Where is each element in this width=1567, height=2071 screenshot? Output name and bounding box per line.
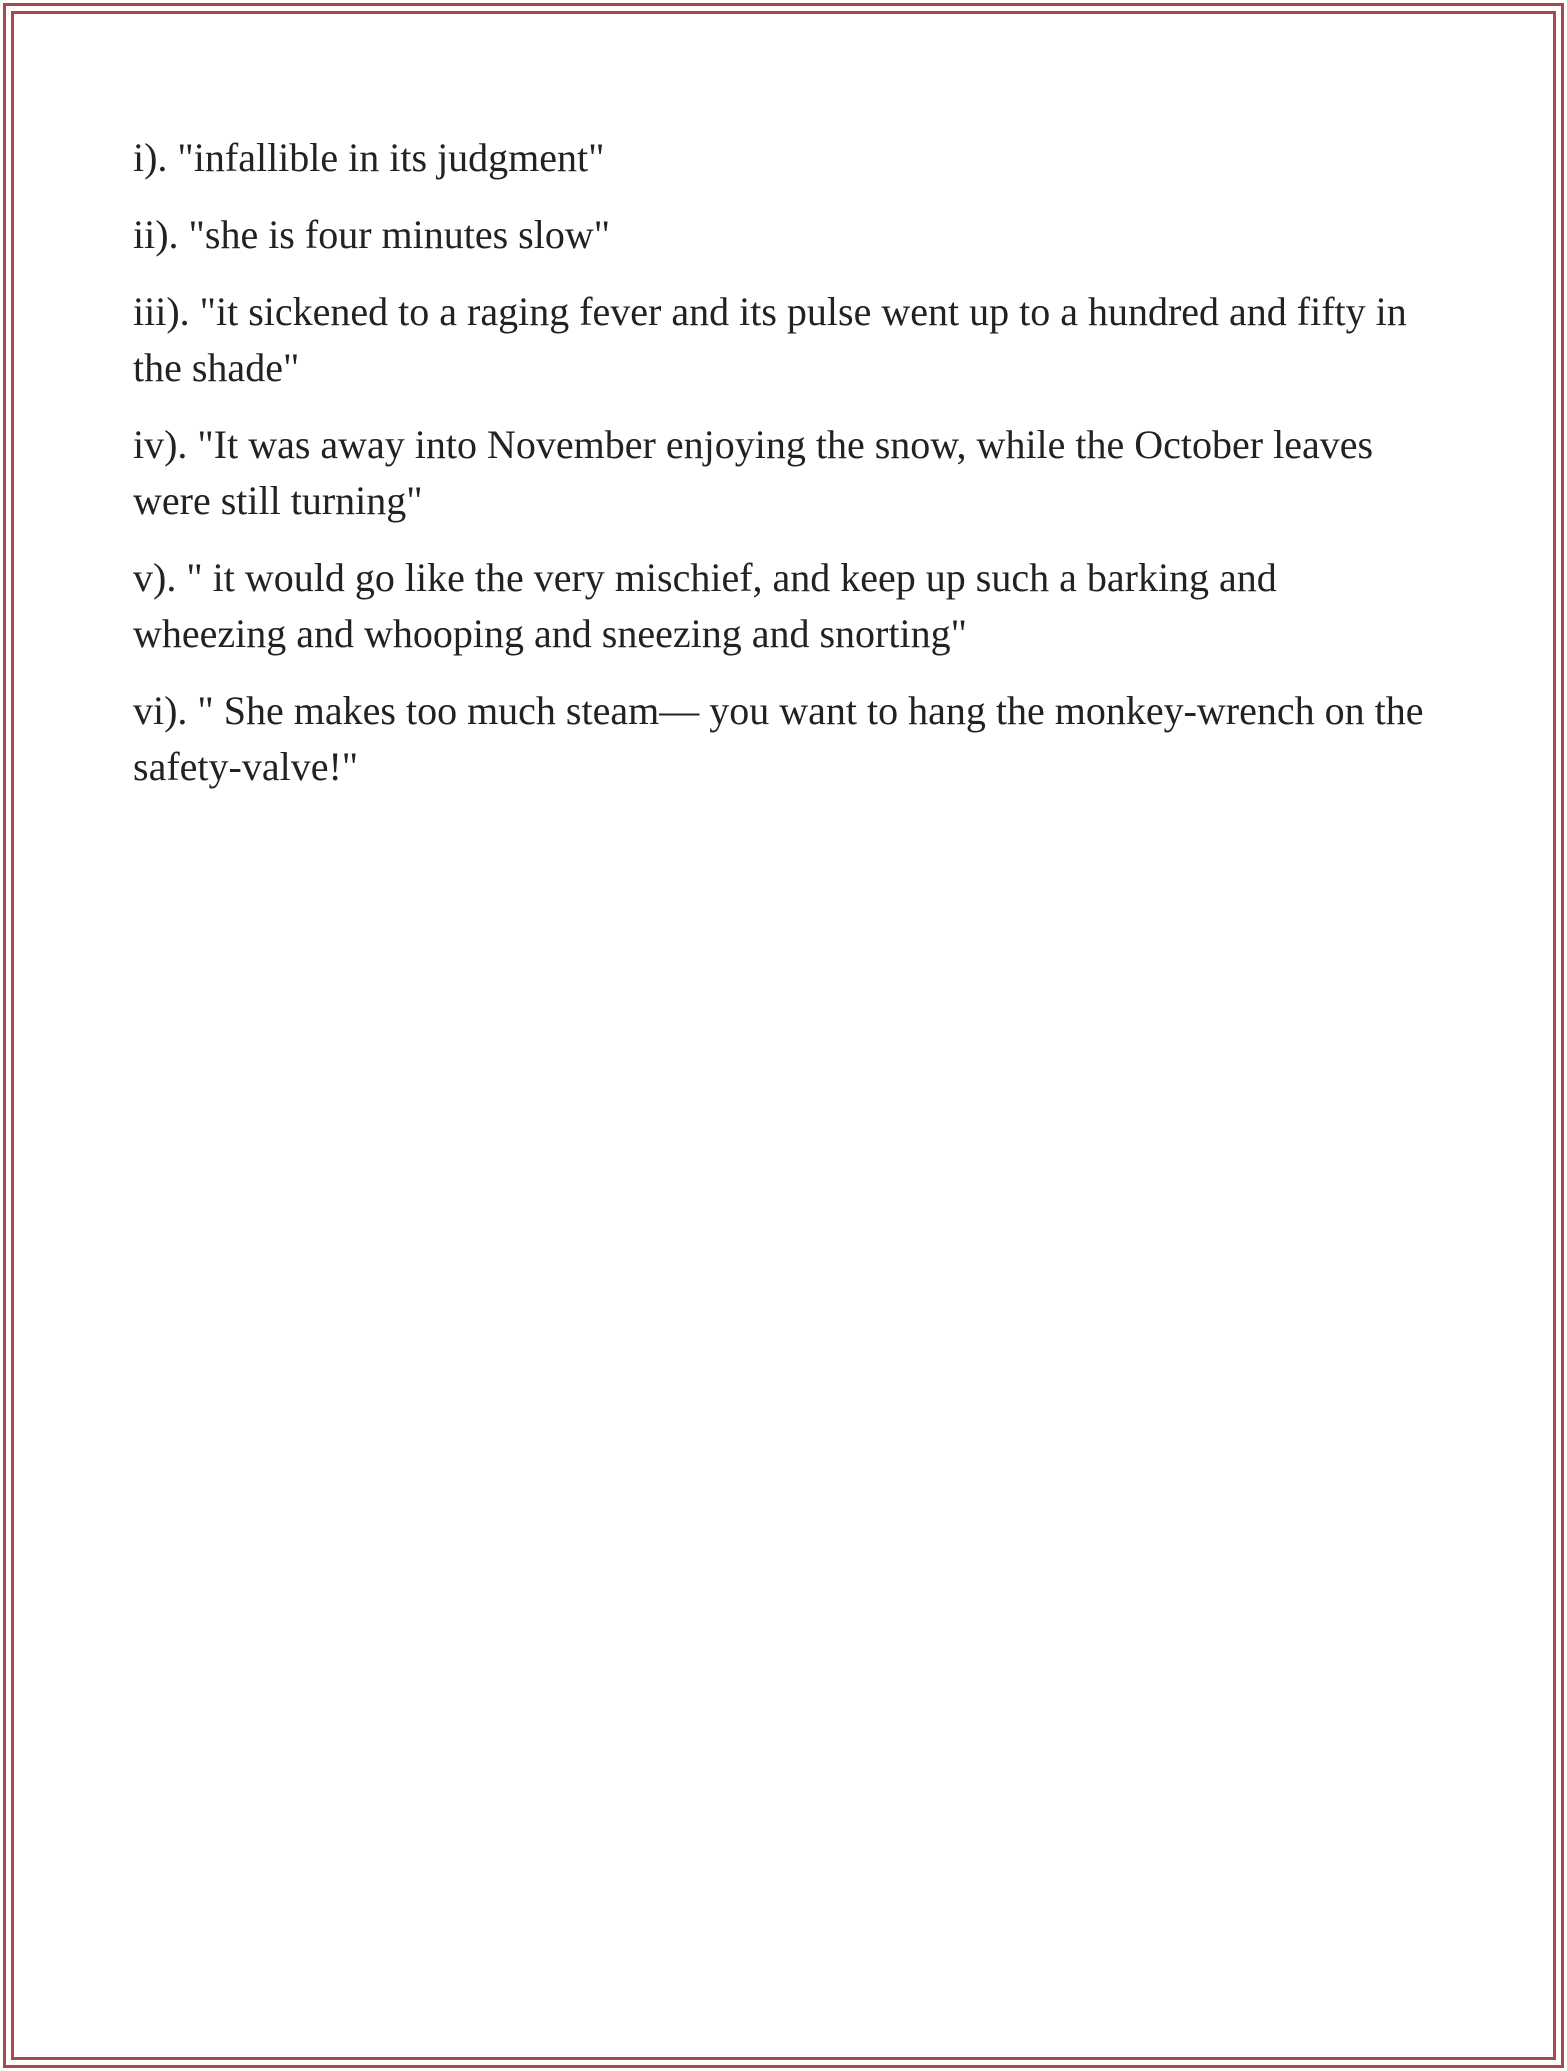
quote-item-iii: iii). "it sickened to a raging fever and its pulse went up to a hundred and fifty in the shade" (133, 289, 1407, 390)
quote-item-ii: ii). "she is four minutes slow" (133, 212, 611, 257)
quote-list (133, 130, 1433, 816)
quote-item-i: i). "infallible in its judgment" (133, 135, 605, 180)
quote-item-vi: vi). " She makes too much steam— you want to hang the monkey-wrench on the safety-valve!" (133, 688, 1424, 789)
quote-item-iv: iv). "It was away into November enjoying the snow, while the October leaves were still turning" (133, 422, 1374, 523)
quote-item-v: v). " it would go like the very mischief, and keep up such a barking and wheezing and whooping and sneezing and snorting" (133, 555, 1277, 656)
